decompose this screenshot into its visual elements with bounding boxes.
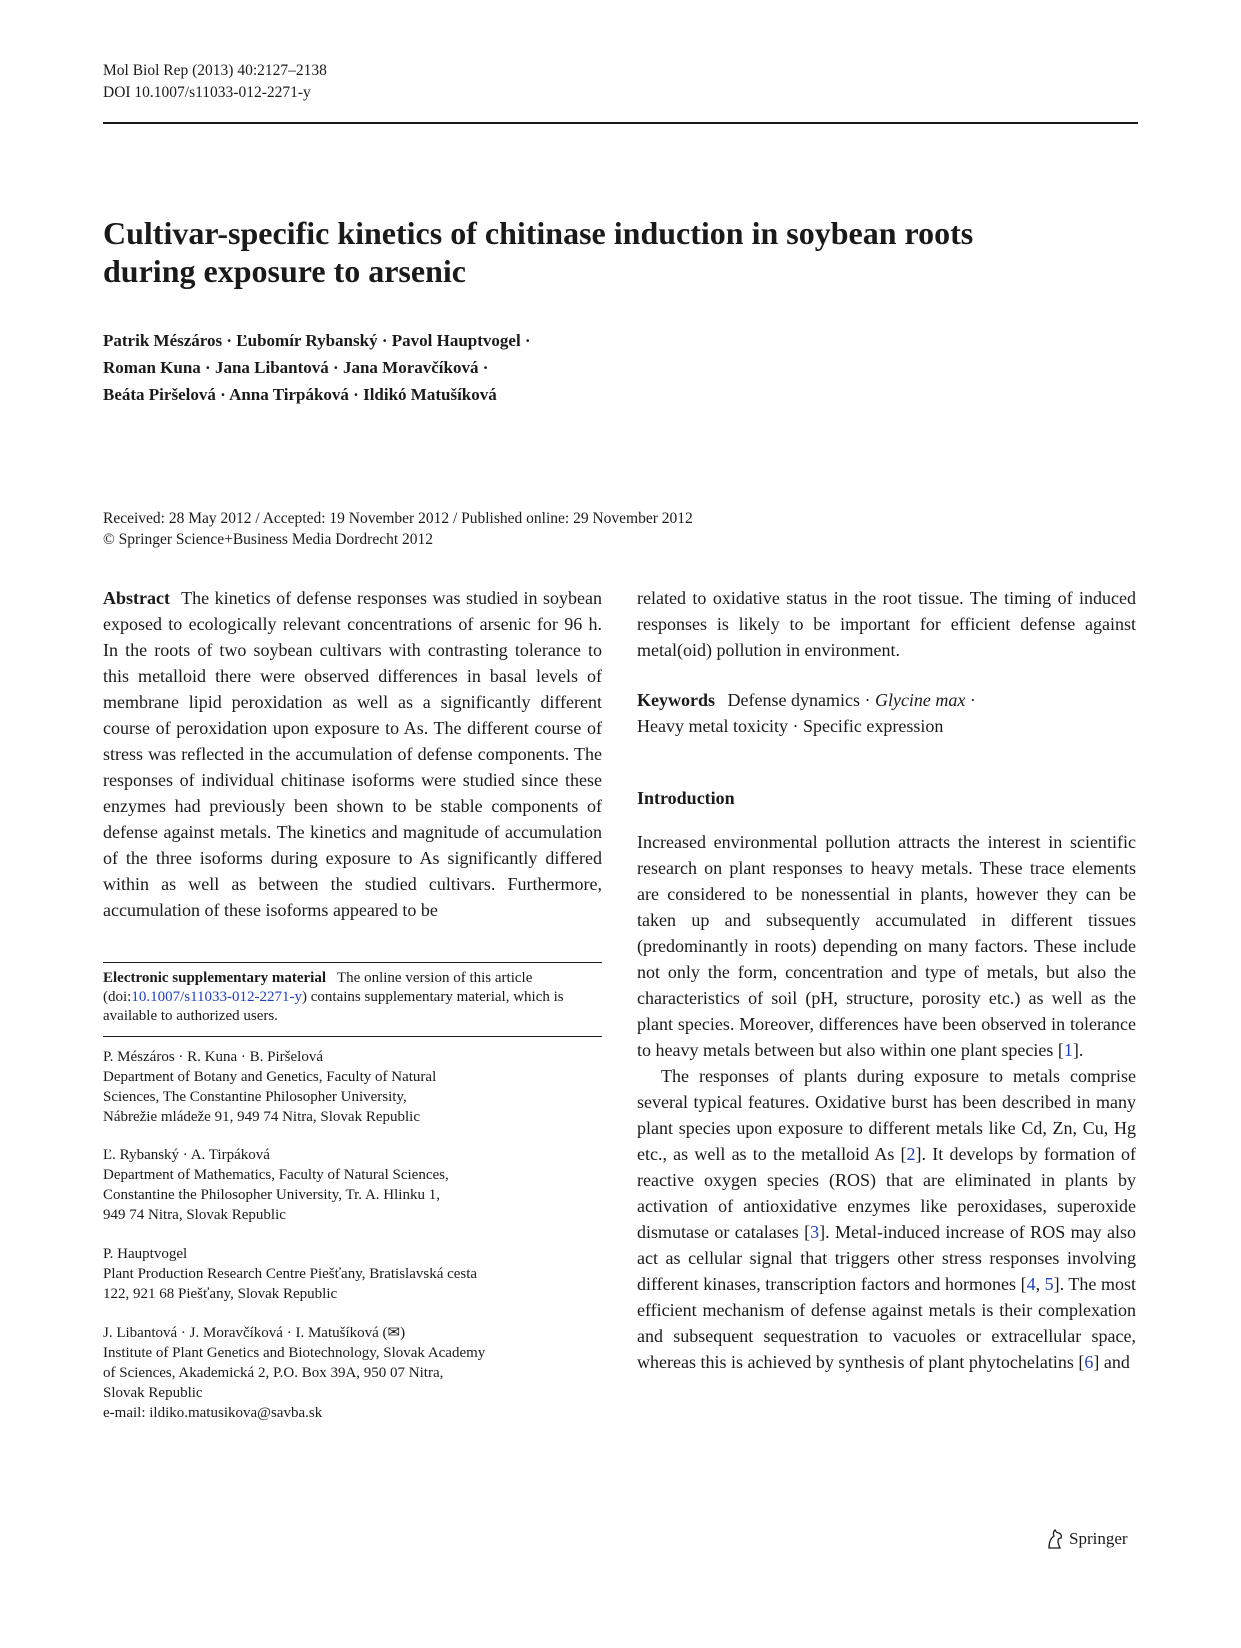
intro-text: , <box>1035 1274 1045 1294</box>
publisher-name: Springer <box>1069 1529 1128 1548</box>
esm-text-end: ) contains supplementary material, which is available to authorized users. <box>103 989 564 1024</box>
affiliation-line: Constantine the Philosopher University, Tr. A. Hlinku 1, <box>103 1187 440 1203</box>
intro-text: ]. <box>1072 1040 1084 1060</box>
abstract-continued: related to oxidative status in the root tissue. The timing of induced responses is likely to be important for efficient defense against metal(oid) pollution in environment. <box>637 588 1136 660</box>
affiliation-line: Slovak Republic <box>103 1385 203 1401</box>
springer-horse-icon <box>1045 1528 1065 1550</box>
affiliation-names: P. Hauptvogel <box>103 1246 188 1262</box>
journal-header <box>103 60 327 104</box>
intro-text: Increased environmental pollution attracts the interest in scientific research on plant responses to heavy metals. These trace elements are considered to be nonessential in plants, however they can be taken up and subsequently accumulated in different tissues (predominantly in roots) depending on many factors. These include not only the form, concentration and type of metals, but also the characteristics of soil (pH, structure, porosity etc.) as well as the plant species. Moreover, differences have been observed in tolerance to heavy metals between but also within one plant species [ <box>637 832 1136 1060</box>
affiliation-line: Institute of Plant Genetics and Biotechnology, Slovak Academy <box>103 1345 486 1361</box>
esm-text: The online version of this article (doi: <box>103 970 533 1005</box>
copyright-line: © Springer Science+Business Media Dordrecht 2012 <box>103 531 434 548</box>
keyword-item: Heavy metal toxicity · Specific expression <box>637 716 944 736</box>
keywords <box>637 687 1136 739</box>
author-line: Beáta Piršelová · Anna Tirpáková · Ildikó Matušíková <box>103 385 497 404</box>
journal-citation: Mol Biol Rep (2013) 40:2127–2138 <box>103 62 327 79</box>
affiliation-names: Ľ. Rybanský · A. Tirpáková <box>103 1147 270 1163</box>
doi-link[interactable]: 10.1007/s11033-012-2271-y <box>131 989 303 1005</box>
intro-text: ]. The most efficient mechanism of defense against metals is their complexation and subsequent sequestration to vacuoles or extracellular space, whereas this is achieved by synthesis of plant phytochelatins [ <box>637 1274 1136 1372</box>
title-line: during exposure to arsenic <box>103 253 466 289</box>
publisher-logo <box>1045 1528 1128 1550</box>
publication-dates <box>103 508 1003 550</box>
intro-paragraph <box>637 1063 1136 1375</box>
section-heading: Introduction <box>637 788 735 808</box>
affiliation-block <box>103 1047 602 1127</box>
keyword-separator: · <box>969 690 976 710</box>
affiliation-line: Department of Botany and Genetics, Faculty of Natural <box>103 1069 437 1085</box>
keywords-label: Keywords <box>637 690 715 710</box>
citation-link[interactable]: 3 <box>810 1222 820 1242</box>
affiliation-rule <box>103 1036 602 1037</box>
header-rule <box>103 122 1138 124</box>
esm-label: Electronic supplementary material <box>103 970 327 986</box>
affiliation-line: Sciences, The Constantine Philosopher University, <box>103 1089 407 1105</box>
title-line: Cultivar-specific kinetics of chitinase induction in soybean roots <box>103 215 974 251</box>
citation-link[interactable]: 4 <box>1026 1274 1036 1294</box>
intro-paragraph <box>637 829 1136 1063</box>
affiliation-line: of Sciences, Akademická 2, P.O. Box 39A, 950 07 Nitra, <box>103 1365 444 1381</box>
affiliation-line: 949 74 Nitra, Slovak Republic <box>103 1207 286 1223</box>
right-column <box>637 585 1136 1375</box>
intro-text: ]. Metal-induced increase of ROS may also act as cellular signal that triggers other stress responses involving different kinases, transcription factors and hormones [ <box>637 1222 1136 1294</box>
abstract-text: The kinetics of defense responses was studied in soybean exposed to ecologically relevant concentrations of arsenic for 96 h. In the roots of two soybean cultivars with contrasting tolerance to this metalloid there were observed differences in basal levels of membrane lipid peroxidation as well as a significantly different course of peroxidation upon exposure to As. The different course of stress was reflected in the accumulation of defense components. The responses of individual chitinase isoforms were studied since these enzymes had previously been shown to be stable components of defense against metals. The kinetics and magnitude of accumulation of the three isoforms during exposure to As significantly differed within as well as between the studied cultivars. Furthermore, accumulation of these isoforms appeared to be <box>103 588 602 920</box>
affiliation-line: Nábrežie mládeže 91, 949 74 Nitra, Slovak Republic <box>103 1109 420 1125</box>
author-line: Patrik Mészáros · Ľubomír Rybanský · Pavol Hauptvogel · <box>103 331 531 350</box>
citation-link[interactable]: 2 <box>906 1144 916 1164</box>
keyword-item: Defense dynamics · <box>727 690 871 710</box>
corresponding-email: e-mail: ildiko.matusikova@savba.sk <box>103 1405 323 1421</box>
author-list <box>103 327 803 408</box>
affiliation-line: Department of Mathematics, Faculty of Natural Sciences, <box>103 1167 449 1183</box>
keyword-item: Glycine max <box>874 690 966 710</box>
affiliation-names: J. Libantová · J. Moravčíková · I. Matušíková (✉) <box>103 1325 406 1341</box>
article-title <box>103 214 1103 290</box>
doi-line: DOI 10.1007/s11033-012-2271-y <box>103 84 311 101</box>
citation-link[interactable]: 5 <box>1044 1274 1054 1294</box>
intro-text: ] and <box>1093 1352 1130 1372</box>
intro-text: The responses of plants during exposure to metals comprise several typical features. Oxidative burst has been described in many plant species upon exposure to different metals like Cd, Zn, Cu, Hg etc., as well as to the metalloid As [ <box>637 1066 1136 1164</box>
affiliation-block <box>103 1145 602 1225</box>
affiliation-block <box>103 1323 602 1423</box>
affiliation-line: 122, 921 68 Piešťany, Slovak Republic <box>103 1286 338 1302</box>
history-dates: Received: 28 May 2012 / Accepted: 19 November 2012 / Published online: 29 November 2012 <box>103 510 693 527</box>
esm-note <box>103 969 602 1026</box>
citation-link[interactable]: 1 <box>1063 1040 1073 1060</box>
author-line: Roman Kuna · Jana Libantová · Jana Moravčíková · <box>103 358 489 377</box>
left-column <box>103 585 602 923</box>
intro-text: ]. It develops by formation of reactive oxygen species (ROS) that are eliminated in plants by activation of antioxidative enzymes like peroxidases, superoxide dismutase or catalases [ <box>637 1144 1136 1242</box>
citation-link[interactable]: 6 <box>1084 1352 1094 1372</box>
abstract <box>103 585 602 923</box>
affiliation-line: Plant Production Research Centre Piešťany, Bratislavská cesta <box>103 1266 478 1282</box>
affiliation-names: P. Mészáros · R. Kuna · B. Piršelová <box>103 1049 323 1065</box>
abstract-label: Abstract <box>103 588 170 608</box>
footnote-rule <box>103 962 602 963</box>
affiliation-block <box>103 1244 602 1304</box>
